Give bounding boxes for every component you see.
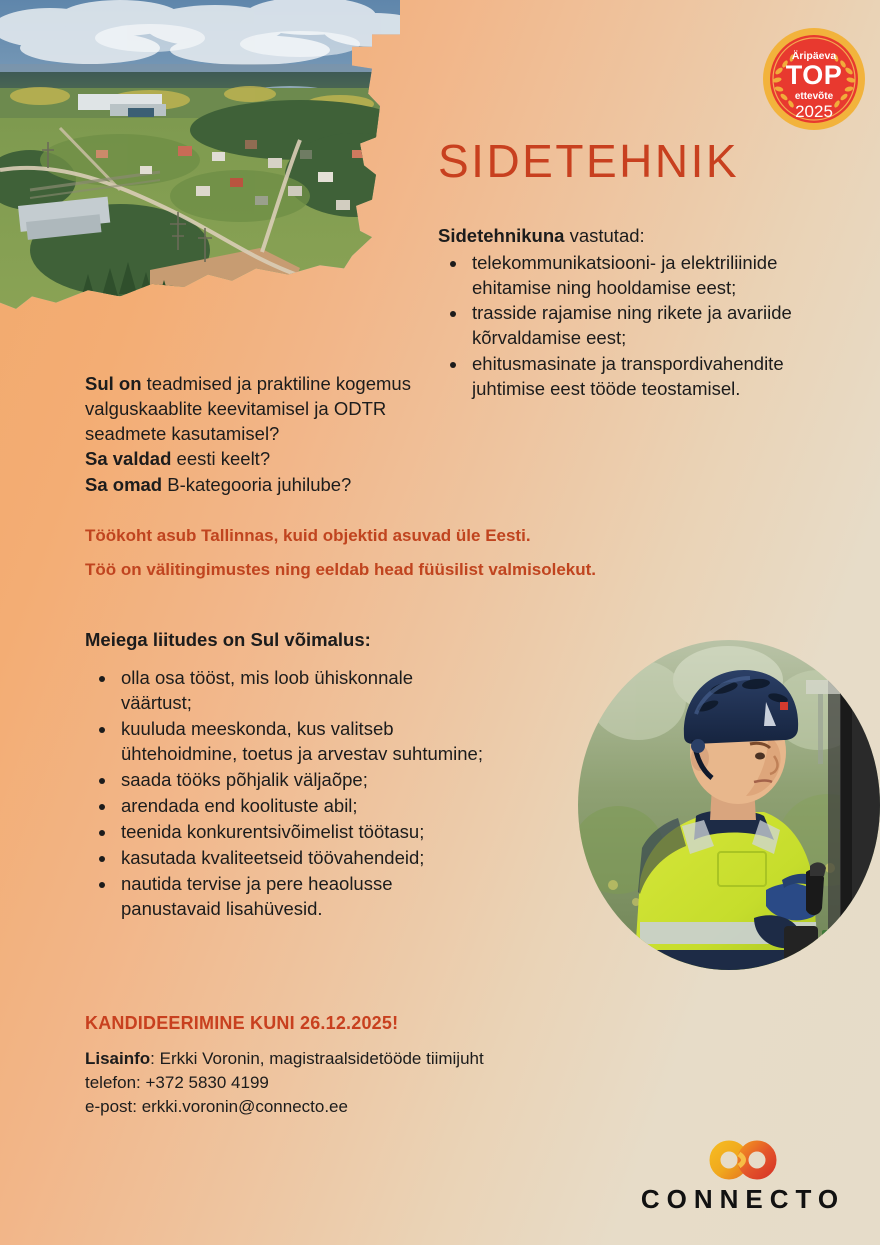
contact-phone: telefon: +372 5830 4199 (85, 1073, 269, 1093)
benefits-section (85, 666, 485, 923)
svg-text:ettevõte: ettevõte (794, 91, 834, 102)
notice-line-location: Töökoht asub Tallinnas, kuid objektid asuvad üle Eesti. (85, 526, 531, 545)
notice-line-conditions: Töö on välitingimustes ning eeldab head füüsilist valmisolekut. (85, 559, 597, 579)
connecto-wordmark: CONNECTO (640, 1184, 846, 1214)
list-item: • saada tööks põhjalik väljaõpe; (117, 768, 485, 793)
svg-text:Äripäeva: Äripäeva (791, 50, 837, 62)
list-item: • ehitusmasinate ja transpordivahendite juhtimise eest tööde teostamisel. (468, 352, 850, 402)
contact-section (85, 1047, 605, 1119)
contact-label: Lisainfo (85, 1049, 151, 1068)
contact-email: e-post: erkki.voronin@connecto.ee (85, 1097, 348, 1117)
requirement-3-rest: B-kategooria juhilube? (162, 473, 352, 495)
notice-section (85, 525, 785, 593)
requirement-1-bold: Sul on (85, 373, 142, 394)
responsibilities-section (438, 224, 850, 402)
list-item: • arendada end koolituste abil; (117, 794, 485, 819)
list-item: • teenida konkurentsivõimelist töötasu; (117, 820, 485, 845)
list-item: • nautida tervise ja pere heaolusse panustavaid lisahüvesid. (117, 872, 485, 922)
responsibilities-list (438, 251, 850, 402)
requirement-line-1 (85, 371, 445, 446)
requirement-line-2 (85, 446, 445, 471)
landscape-photo (0, 0, 400, 312)
requirement-3-bold: Sa omad (85, 473, 163, 495)
technician-worker-photo (578, 640, 880, 970)
requirement-line-3 (85, 472, 445, 497)
contact-person-name: : Erkki Voronin, magistraalsidetööde tiimijuht (150, 1049, 484, 1068)
benefits-heading: Meiega liitudes on Sul võimalus: (85, 629, 371, 650)
svg-text:TOP: TOP (785, 60, 843, 90)
application-deadline: KANDIDEERIMINE KUNI 26.12.2025! (85, 1013, 399, 1033)
svg-text:2025: 2025 (795, 102, 833, 121)
responsibilities-lead-bold: Sidetehnikuna (438, 225, 565, 246)
benefits-list (85, 666, 485, 922)
requirement-1-rest: teadmised ja praktiline kogemus valguskaablite keevitamisel ja ODTR seadmete kasutamisel? (85, 373, 411, 445)
requirements-section (85, 371, 445, 497)
list-item: • telekommunikatsiooni- ja elektriliinide ehitamise ning hooldamise eest; (468, 251, 850, 301)
responsibilities-lead (438, 224, 850, 249)
responsibilities-lead-rest: vastutad: (564, 225, 645, 246)
aripaeva-top-2025-badge (762, 27, 866, 131)
list-item: • olla osa tööst, mis loob ühiskonnale väärtust; (117, 666, 485, 716)
contact-person (85, 1047, 605, 1071)
list-item: • kasutada kvaliteetseid töövahendeid; (117, 846, 485, 871)
list-item: • kuuluda meeskonda, kus valitseb ühtehoidmine, toetus ja arvestav suhtumine; (117, 717, 485, 767)
connecto-logo (627, 1140, 859, 1222)
connecto-infinity-rings-icon (627, 1140, 859, 1180)
requirement-2-bold: Sa valdad (85, 448, 172, 470)
page-title: SIDETEHNIK (438, 135, 740, 187)
requirement-2-rest: eesti keelt? (171, 448, 271, 470)
list-item: • trasside rajamise ning rikete ja avariide kõrvaldamise eest; (468, 301, 850, 351)
